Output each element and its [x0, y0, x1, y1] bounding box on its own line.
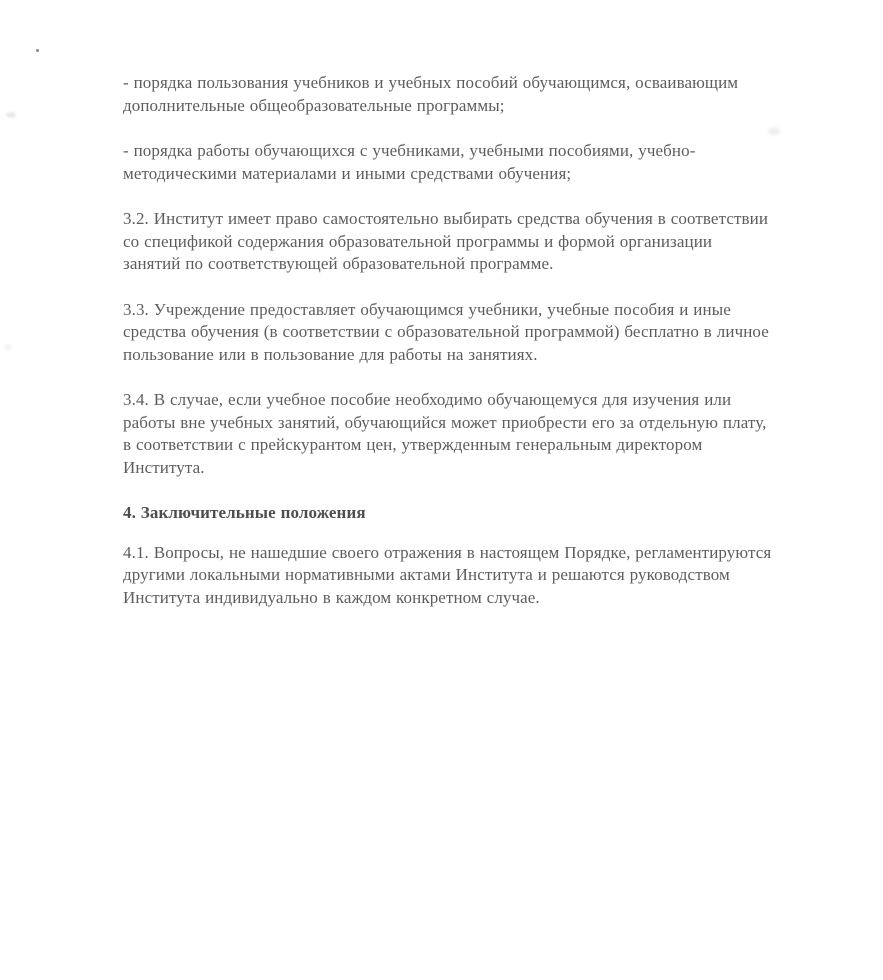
bullet-paragraph-work-order: - порядка работы обучающихся с учебниками, учебными пособиями, учебно-методическими материалами и иными средствами обучения;: [123, 141, 696, 183]
scan-speck: [36, 49, 39, 52]
clause-4-1: 4.1. Вопросы, не нашедшие своего отражения в настоящем Порядке, регламентируются другими локальными нормативными актами Института и решаются руководством Института индивидуально в каждом конкретном случае.: [123, 542, 772, 607]
scan-smudge: [4, 345, 12, 350]
section-heading-final-provisions: 4. Заключительные положения: [123, 503, 366, 522]
clause-3-3: 3.3. Учреждение предоставляет обучающимся учебники, учебные пособия и иные средства обучения (в соответствии с образовательной программой) бесплатно в личное пользование или в пользование для работы на занятиях.: [123, 299, 769, 364]
clause-3-4: 3.4. В случае, если учебное пособие необходимо обучающемуся для изучения или работы вне учебных занятий, обучающийся может приобрести его за отдельную плату, в соответствии с прейскурантом цен, утвержденным генеральным директором Института.: [123, 390, 767, 477]
scan-smudge: [6, 112, 16, 118]
bullet-paragraph-usage-order: - порядка пользования учебников и учебных пособий обучающимся, осваивающим дополнительные общеобразовательные программы;: [123, 73, 739, 115]
document-text-column: [123, 72, 773, 632]
clause-3-2: 3.2. Институт имеет право самостоятельно выбирать средства обучения в соответствии со спецификой содержания образовательной программы и формой организации занятий по соответствующей образовательной программе.: [123, 209, 769, 273]
